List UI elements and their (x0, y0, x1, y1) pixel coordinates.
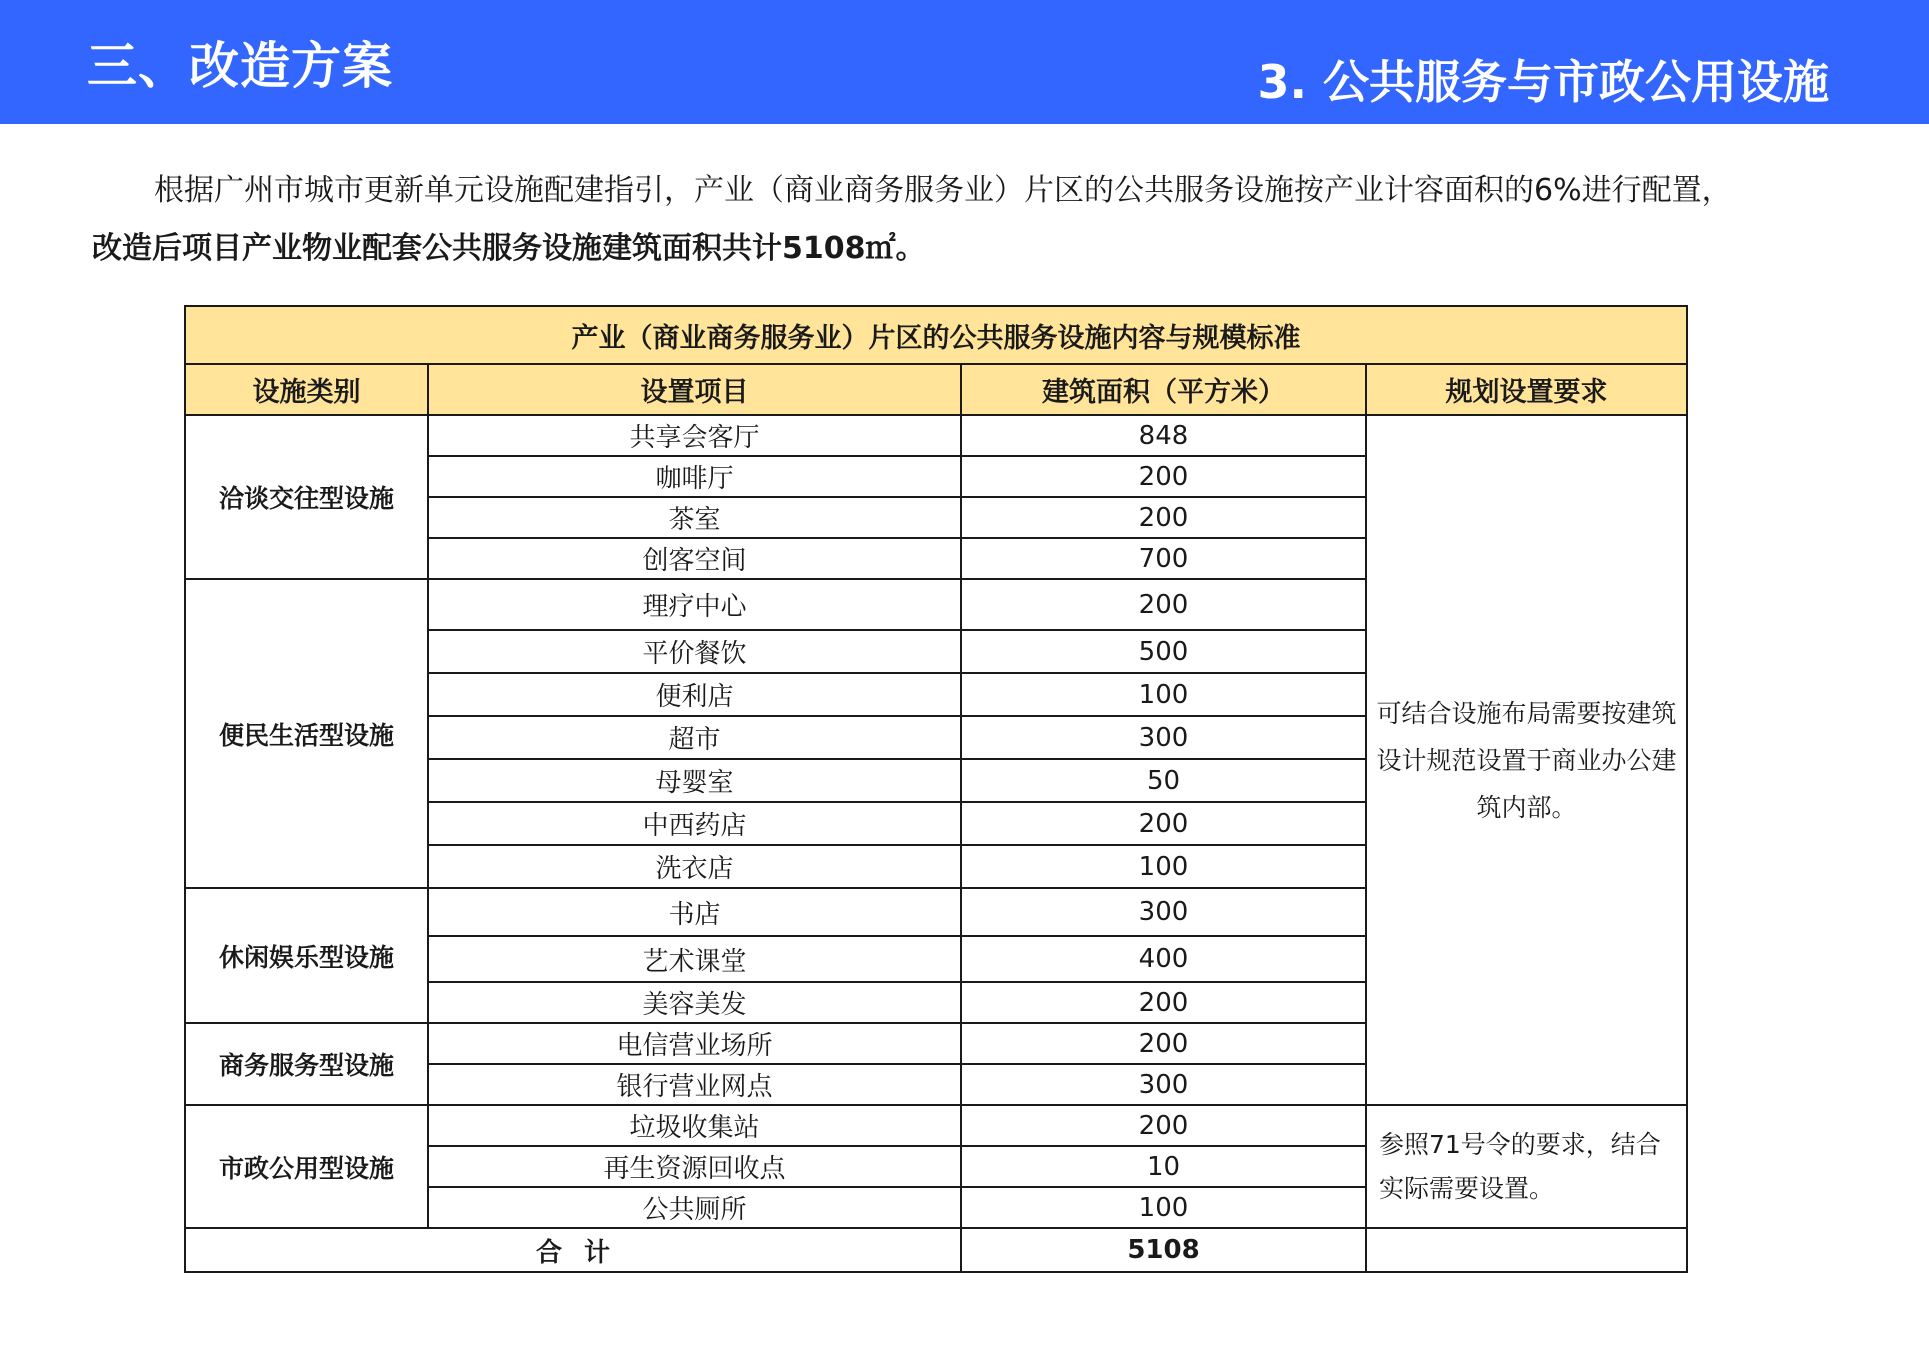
item-cell: 艺术课堂 (428, 936, 961, 982)
area-cell: 100 (961, 1187, 1366, 1228)
item-cell: 垃圾收集站 (428, 1105, 961, 1146)
category-cell: 市政公用型设施 (185, 1105, 428, 1228)
area-cell: 700 (961, 538, 1366, 579)
area-cell: 200 (961, 456, 1366, 497)
section-title: 三、改造方案 (87, 37, 393, 95)
requirement-general-cell: 可结合设施布局需要按建筑设计规范设置于商业办公建筑内部。 (1366, 415, 1687, 1105)
category-cell: 便民生活型设施 (185, 579, 428, 888)
area-cell: 100 (961, 673, 1366, 716)
item-cell: 理疗中心 (428, 579, 961, 630)
area-cell: 300 (961, 716, 1366, 759)
total-value: 5108 (961, 1228, 1366, 1272)
column-header: 规划设置要求 (1366, 364, 1687, 415)
area-cell: 200 (961, 802, 1366, 845)
item-cell: 洗衣店 (428, 845, 961, 888)
item-cell: 共享会客厅 (428, 415, 961, 456)
area-cell: 100 (961, 845, 1366, 888)
area-cell: 200 (961, 982, 1366, 1023)
area-cell: 300 (961, 1064, 1366, 1105)
area-cell: 500 (961, 630, 1366, 673)
item-cell: 电信营业场所 (428, 1023, 961, 1064)
item-cell: 再生资源回收点 (428, 1146, 961, 1187)
empty-cell (1366, 1228, 1687, 1272)
intro-text (92, 162, 1852, 278)
column-header: 设施类别 (185, 364, 428, 415)
item-cell: 母婴室 (428, 759, 961, 802)
category-cell: 商务服务型设施 (185, 1023, 428, 1105)
area-cell: 300 (961, 888, 1366, 936)
item-cell: 银行营业网点 (428, 1064, 961, 1105)
item-cell: 中西药店 (428, 802, 961, 845)
intro-paragraph: 根据广州市城市更新单元设施配建指引，产业（商业商务服务业）片区的公共服务设施按产业计容面积的6%进行配置， (154, 173, 1732, 208)
table-header-row (185, 364, 1687, 415)
column-header: 建筑面积（平方米） (961, 364, 1366, 415)
item-cell: 超市 (428, 716, 961, 759)
column-header: 设置项目 (428, 364, 961, 415)
area-cell: 200 (961, 1105, 1366, 1146)
page-header (0, 0, 1929, 124)
table-title: 产业（商业商务服务业）片区的公共服务设施内容与规模标准 (185, 306, 1687, 364)
total-label: 合计 (185, 1228, 961, 1272)
requirement-municipal-cell: 参照71号令的要求，结合实际需要设置。 (1366, 1105, 1687, 1228)
table-row (185, 1105, 1687, 1146)
item-cell: 便利店 (428, 673, 961, 716)
facility-standard-table (184, 305, 1688, 1273)
item-cell: 美容美发 (428, 982, 961, 1023)
total-row (185, 1228, 1687, 1272)
area-cell: 10 (961, 1146, 1366, 1187)
subsection-title: 3. 公共服务与市政公用设施 (1257, 55, 1829, 109)
item-cell: 咖啡厅 (428, 456, 961, 497)
area-cell: 400 (961, 936, 1366, 982)
item-cell: 茶室 (428, 497, 961, 538)
area-cell: 848 (961, 415, 1366, 456)
area-cell: 200 (961, 497, 1366, 538)
item-cell: 书店 (428, 888, 961, 936)
area-cell: 200 (961, 1023, 1366, 1064)
item-cell: 公共厕所 (428, 1187, 961, 1228)
category-cell: 休闲娱乐型设施 (185, 888, 428, 1023)
table-row (185, 415, 1687, 456)
intro-summary: 改造后项目产业物业配套公共服务设施建筑面积共计5108㎡。 (92, 231, 926, 266)
item-cell: 平价餐饮 (428, 630, 961, 673)
area-cell: 200 (961, 579, 1366, 630)
area-cell: 50 (961, 759, 1366, 802)
item-cell: 创客空间 (428, 538, 961, 579)
category-cell: 洽谈交往型设施 (185, 415, 428, 579)
